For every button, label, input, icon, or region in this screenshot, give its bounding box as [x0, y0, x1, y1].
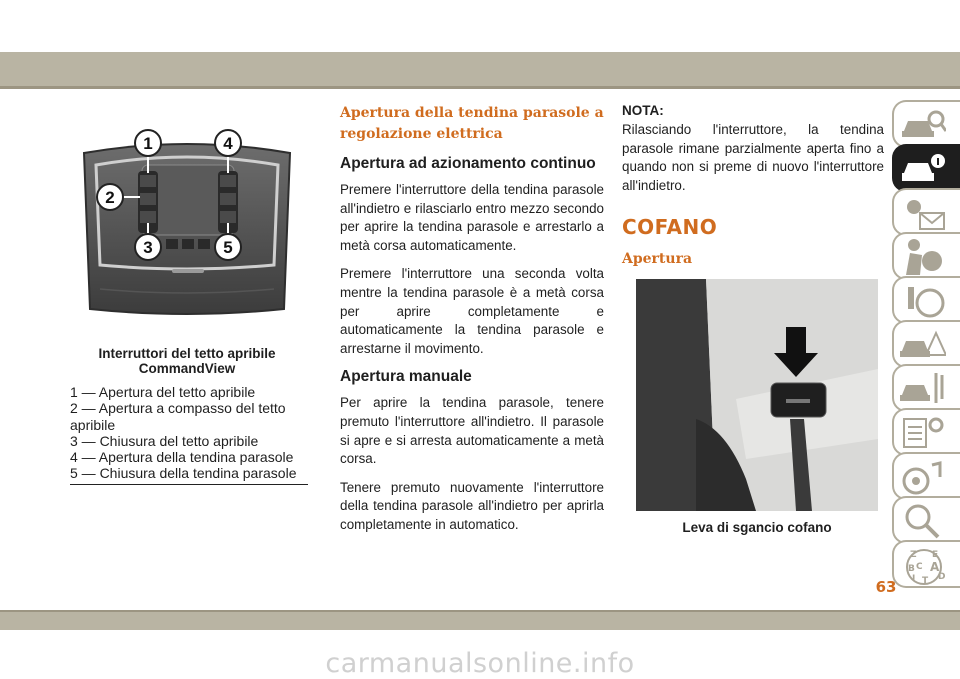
tab-search[interactable]: [892, 496, 960, 544]
legend-item: 5 — Chiusura della tendina parasole: [70, 465, 297, 482]
legend-item: 2 — Apertura a compasso del tetto apribile: [70, 400, 286, 433]
callout-4: [215, 130, 241, 156]
paragraph: Premere l'interruttore una seconda volta mentre la tendina parasole è a metà corsa per aprire completamente e automaticamente la tendina parasole e arrestarne il movimento.: [340, 266, 604, 356]
checklist-gear-icon: [900, 413, 946, 453]
footer-band: [0, 612, 960, 630]
alphabet-index-icon: [900, 545, 946, 585]
paragraph: Per aprire la tendina parasole, tenere premuto l'interruttore all'indietro. Il parasole si apre e si arresta automaticamente a metà corsa.: [340, 395, 604, 467]
header-band: [0, 52, 960, 86]
paragraph: Tenere premuto nuovamente l'interruttore della tendina parasole all'indietro per aprirla completamente in automatico.: [340, 479, 604, 532]
figure1-caption: Interruttori del tetto apribile CommandView: [98, 346, 276, 376]
car-search-icon: [900, 105, 946, 145]
chapter-heading: COFANO: [622, 215, 718, 240]
car-info-icon: [900, 149, 946, 189]
car-warning-icon: [900, 325, 946, 365]
tab-car-tools[interactable]: [892, 364, 960, 412]
note-text: Rilasciando l'interruttore, la tendina parasole rimane parzialmente aperta fino a quando non si preme di nuovo l'interruttore all'indietro.: [622, 122, 884, 193]
callout-2: [97, 184, 123, 210]
svg-text:1: 1: [143, 134, 153, 153]
svg-text:Z: Z: [910, 550, 917, 560]
sunshade-section: [340, 103, 604, 545]
svg-text:3: 3: [143, 238, 153, 257]
callout-3: [135, 234, 161, 260]
tab-steering[interactable]: [892, 276, 960, 324]
watermark: carmanualsonline.info: [325, 648, 635, 679]
tab-car-search[interactable]: [892, 100, 960, 148]
subheading-continuous: Apertura ad azionamento continuo: [340, 155, 596, 172]
svg-text:C: C: [916, 562, 923, 572]
svg-text:2: 2: [105, 188, 115, 207]
multimedia-icon: [900, 457, 946, 497]
svg-text:B: B: [908, 564, 915, 574]
header-rule: [0, 86, 960, 89]
legend-item: 3 — Chiusura del tetto apribile: [70, 432, 259, 449]
section-title: Apertura della tendina parasole a regolazione elettrica: [340, 105, 604, 142]
tab-airbag[interactable]: [892, 232, 960, 280]
airbag-person-icon: [900, 237, 946, 277]
note-heading: NOTA:: [622, 103, 664, 118]
svg-text:5: 5: [223, 238, 233, 257]
svg-text:I: I: [912, 574, 916, 584]
paragraph: Premere l'interruttore della tendina parasole all'indietro e rilasciarlo entro mezzo secondo per aprire la tendina parasole e arrestarlo a metà corsa automaticamente.: [340, 182, 604, 253]
callout-1: [135, 130, 161, 156]
legend-divider: [70, 484, 308, 485]
car-tools-icon: [900, 369, 946, 409]
svg-text:T: T: [922, 576, 929, 585]
tab-car-info[interactable]: [892, 144, 960, 192]
figure2-caption: Leva di sgancio cofano: [682, 520, 832, 535]
hood-release-figure: [636, 279, 878, 511]
console-switch-figure: [70, 113, 304, 335]
page-number: 63: [875, 578, 897, 596]
tab-checklist[interactable]: [892, 408, 960, 456]
svg-text:D: D: [938, 572, 946, 582]
legend-item: 1 — Apertura del tetto apribile: [70, 384, 256, 400]
callout-5: [215, 234, 241, 260]
tab-warning-lights[interactable]: [892, 188, 960, 236]
subheading-manual: Apertura manuale: [340, 368, 472, 386]
magnifier-icon: [900, 501, 946, 541]
hood-section: [622, 103, 884, 270]
figure1-legend: [70, 384, 308, 482]
svg-text:E: E: [932, 550, 939, 560]
steering-wheel-icon: [900, 281, 946, 321]
legend-item: 4 — Apertura della tendina parasole: [70, 449, 294, 466]
warning-lights-icon: [900, 193, 946, 233]
apertura-heading: Apertura: [622, 251, 693, 268]
svg-text:4: 4: [223, 134, 233, 153]
tab-car-warning[interactable]: [892, 320, 960, 368]
svg-text:A: A: [930, 560, 940, 574]
tab-multimedia[interactable]: [892, 452, 960, 500]
